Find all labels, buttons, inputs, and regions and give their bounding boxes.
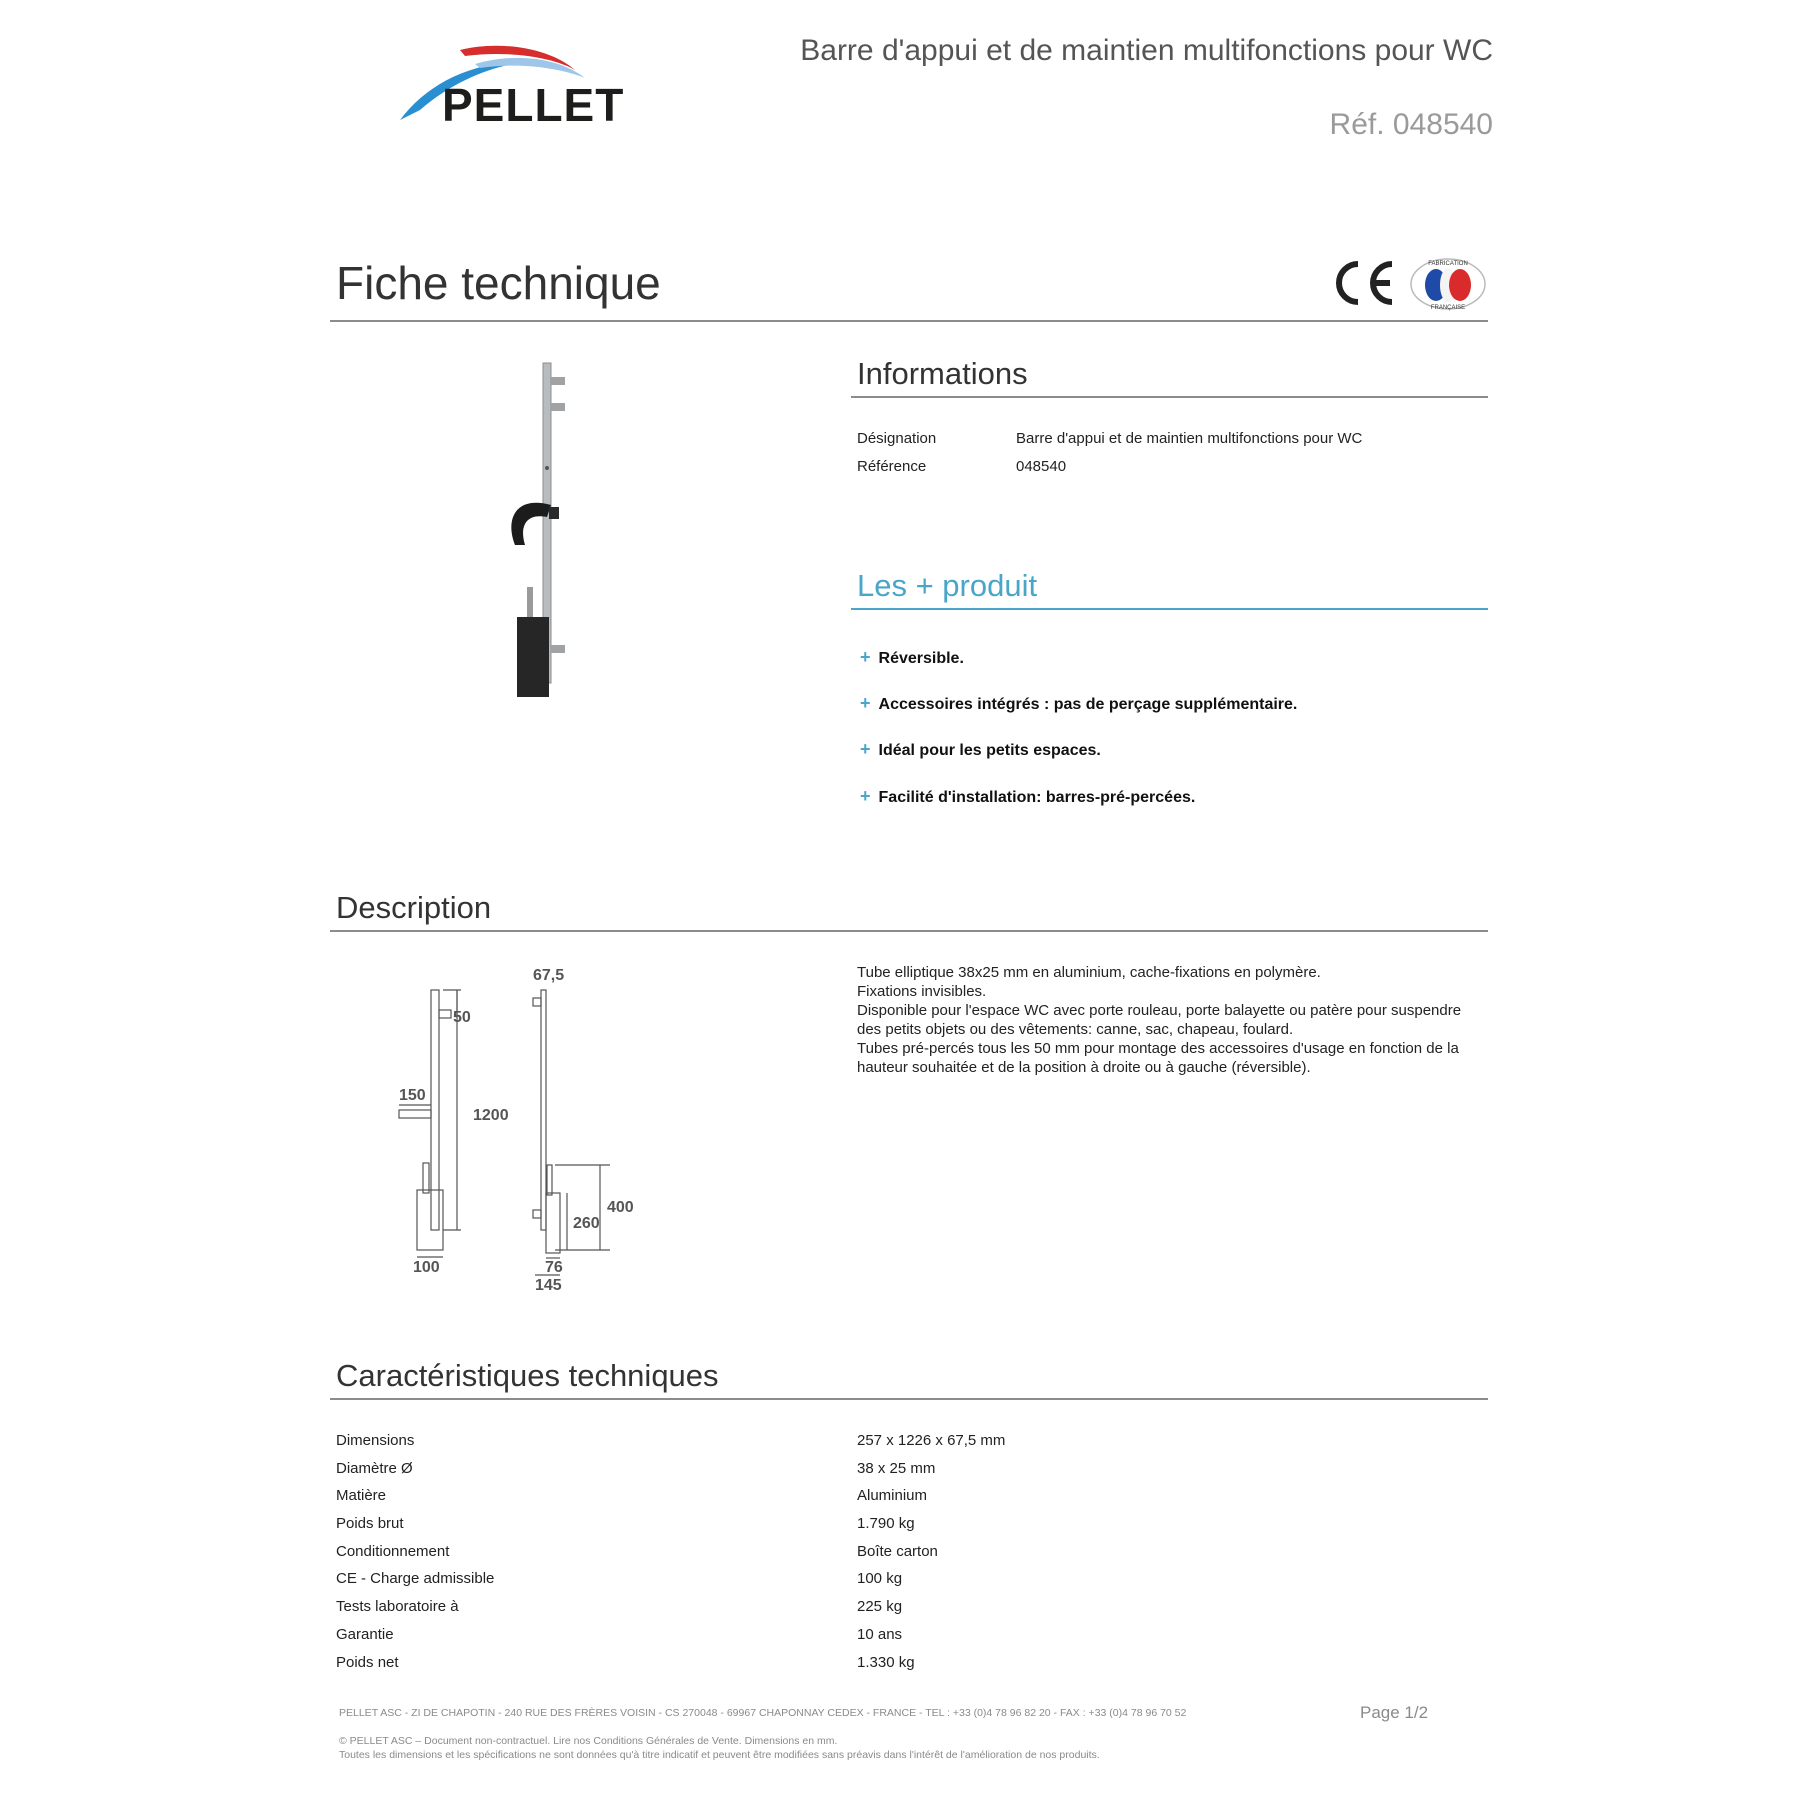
plus-icon: + [860, 786, 871, 806]
description-text [857, 963, 1477, 1077]
description-line: Disponible pour l'espace WC avec porte rouleau, porte balayette ou patère pour suspendre des petits objets ou des vêtements: canne, sac, chapeau, foulard. [857, 1002, 1462, 1038]
description-line: Tube elliptique 38x25 mm en aluminium, cache-fixations en polymère. [857, 964, 1321, 981]
informations-heading: Informations [857, 356, 1028, 391]
plus-item [860, 647, 964, 668]
plus-item [860, 693, 1297, 714]
spec-value: 100 kg [857, 1570, 903, 1587]
footer-legal: © PELLET ASC – Document non-contractuel. Lire nos Conditions Générales de Vente. Dimensions en mm. [339, 1735, 838, 1747]
spec-value: 225 kg [857, 1598, 903, 1615]
spec-label: Garantie [336, 1626, 394, 1643]
info-label-reference: Référence [857, 458, 927, 475]
product-photo [455, 355, 615, 705]
info-value-reference: 048540 [1016, 458, 1067, 475]
technical-drawing [395, 960, 645, 1300]
logo-text: PELLET [442, 79, 625, 131]
plus-item [860, 786, 1195, 807]
spec-value: 10 ans [857, 1626, 903, 1643]
spec-label: Tests laboratoire à [336, 1598, 459, 1615]
caracteristiques-heading: Caractéristiques techniques [336, 1358, 719, 1393]
spec-label: Poids net [336, 1654, 399, 1671]
spec-value: 1.330 kg [857, 1654, 915, 1671]
info-label-designation: Désignation [857, 430, 937, 447]
spec-value: 257 x 1226 x 67,5 mm [857, 1432, 1006, 1449]
spec-value: Boîte carton [857, 1543, 938, 1560]
badge-bottom-text: FRANÇAISE [1430, 305, 1466, 311]
spec-label: Conditionnement [336, 1543, 450, 1560]
spec-value: 38 x 25 mm [857, 1460, 936, 1477]
dim-50: 50 [453, 1009, 471, 1026]
dim-150: 150 [399, 1087, 426, 1104]
dim-145: 145 [535, 1277, 562, 1294]
spec-label: CE - Charge admissible [336, 1570, 495, 1587]
description-heading: Description [336, 890, 492, 925]
divider [851, 396, 1488, 398]
plus-item-text: Accessoires intégrés : pas de perçage supplémentaire. [878, 696, 1298, 713]
dim-1200: 1200 [473, 1107, 509, 1124]
divider [330, 1398, 1488, 1400]
dim-260: 260 [573, 1215, 600, 1232]
description-line: Fixations invisibles. [857, 983, 987, 1000]
fabrication-francaise-badge [1408, 256, 1488, 312]
dim-76: 76 [545, 1259, 563, 1276]
plus-icon: + [860, 693, 871, 713]
spec-label: Diamètre Ø [336, 1460, 413, 1477]
plus-item-text: Facilité d'installation: barres-pré-percées. [878, 789, 1196, 806]
plus-item-text: Idéal pour les petits espaces. [878, 742, 1101, 759]
product-ref: Réf. 048540 [1329, 108, 1493, 141]
plus-item [860, 739, 1101, 760]
plus-icon: + [860, 739, 871, 759]
plus-item-text: Réversible. [878, 650, 964, 667]
dim-400: 400 [607, 1199, 634, 1216]
dim-100: 100 [413, 1259, 440, 1276]
info-value-designation: Barre d'appui et de maintien multifonctions pour WC [1016, 430, 1363, 447]
plus-icon: + [860, 647, 871, 667]
page-number: Page 1/2 [1360, 1703, 1429, 1722]
spec-label: Dimensions [336, 1432, 415, 1449]
divider [851, 608, 1488, 610]
spec-label: Poids brut [336, 1515, 404, 1532]
product-title: Barre d'appui et de maintien multifonctions pour WC [800, 34, 1493, 67]
plus-produit-heading: Les + produit [857, 568, 1038, 603]
divider [330, 320, 1488, 322]
dim-67-5: 67,5 [533, 967, 565, 984]
ce-mark-icon [1330, 258, 1396, 308]
spec-label: Matière [336, 1487, 387, 1504]
footer-legal: Toutes les dimensions et les spécifications ne sont données qu'à titre indicatif et peuvent être modifiées sans préavis dans l'intérêt de l'amélioration de nos produits. [339, 1749, 1100, 1761]
divider [330, 930, 1488, 932]
footer-address: PELLET ASC - ZI DE CHAPOTIN - 240 RUE DES FRÈRES VOISIN - CS 270048 - 69967 CHAPONNAY CEDEX - FRANCE - TEL : +33 (0)4 78 96 82 20 - FAX : +33 (0)4 78 96 70 52 [339, 1707, 1187, 1719]
spec-value: Aluminium [857, 1487, 928, 1504]
description-line: Tubes pré-percés tous les 50 mm pour montage des accessoires d'usage en fonction de la hauteur souhaitée et de la position à droite ou à gauche (réversible). [857, 1040, 1459, 1076]
page-title: Fiche technique [336, 257, 661, 309]
badge-top-text: FABRICATION [1428, 261, 1468, 267]
spec-value: 1.790 kg [857, 1515, 915, 1532]
